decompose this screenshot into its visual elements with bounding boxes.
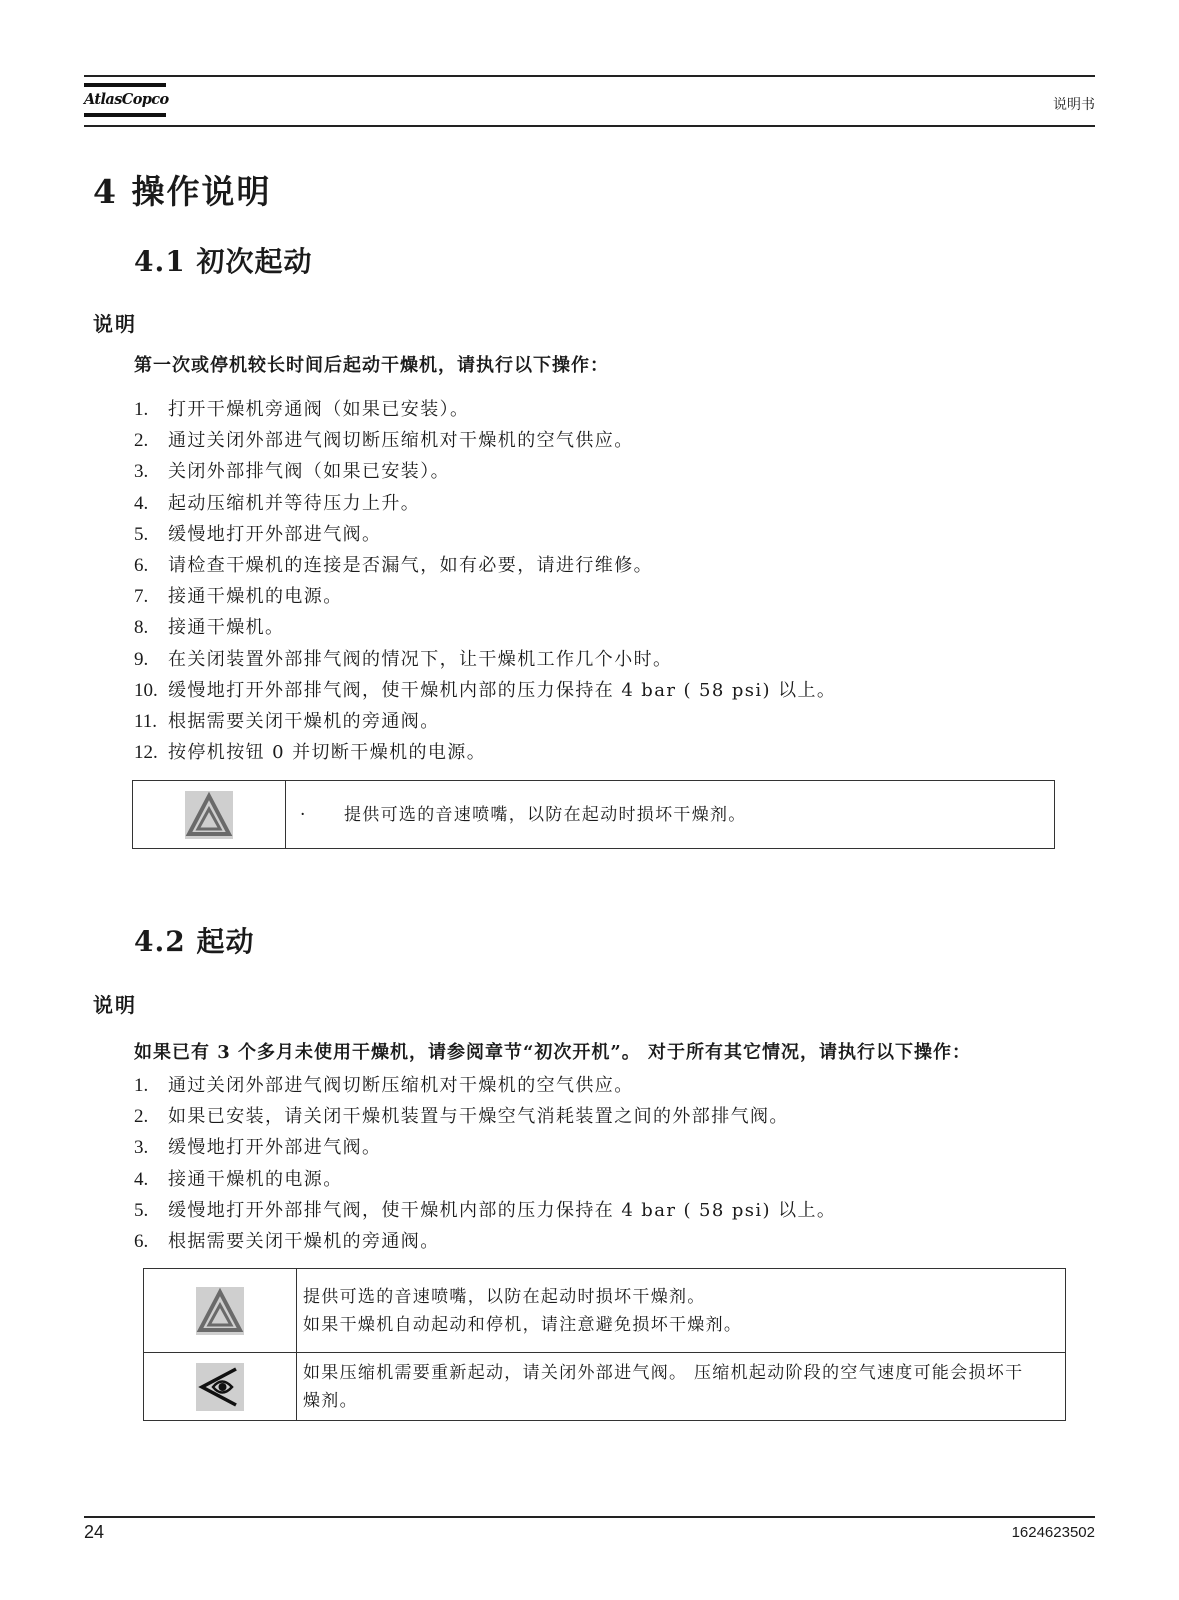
note-icon-cell <box>144 1269 297 1353</box>
atlas-copco-logo <box>84 83 169 125</box>
page-number: 24 <box>84 1522 105 1542</box>
list-item: 2. 如果已安装，请关闭干燥机装置与干燥空气消耗装置之间的外部排气阀。 <box>134 1106 789 1128</box>
section-4-2-steps <box>134 1070 836 1257</box>
list-item: 7. 接通干燥机的电源。 <box>134 586 343 608</box>
eye-attention-icon <box>196 1363 244 1411</box>
logo-text: AtlasCopco <box>84 91 169 108</box>
note-text-cell <box>297 1269 1066 1353</box>
note-icon-cell <box>144 1353 297 1421</box>
list-item: 5. 缓慢地打开外部进气阀。 <box>134 523 382 545</box>
note-text-line: 如果干燥机自动起动和停机，请注意避免损坏干燥剂。 <box>303 1314 743 1335</box>
chapter-title: 4 操作说明 <box>93 172 272 211</box>
list-item: 9. 在关闭装置外部排气阀的情况下，让干燥机工作几个小时。 <box>134 648 673 670</box>
section-4-2-lead: 如果已有 3 个多月未使用干燥机，请参阅章节“初次开机”。 对于所有其它情况，请执行以下操作： <box>134 1042 972 1063</box>
list-item: 4. 起动压缩机并等待压力上升。 <box>134 492 421 514</box>
section-4-2-note-box <box>143 1268 1066 1421</box>
list-item: 10. 缓慢地打开外部排气阀，使干燥机内部的压力保持在 4 bar ( 58 psi) 以上。 <box>134 679 837 701</box>
section-4-1-steps <box>134 394 836 768</box>
list-item: 11. 根据需要关闭干燥机的旁通阀。 <box>134 711 440 733</box>
list-item: 1. 通过关闭外部进气阀切断压缩机对干燥机的空气供应。 <box>134 1075 634 1096</box>
note-text-line: 燥剂。 <box>303 1390 358 1411</box>
list-item: 12. 按停机按钮 0 并切断干燥机的电源。 <box>134 742 487 764</box>
note-text-line: 如果压缩机需要重新起动，请关闭外部进气阀。 压缩机起动阶段的空气速度可能会损坏干 <box>303 1362 1024 1383</box>
warning-triangle-icon <box>196 1287 244 1335</box>
list-item: 6. 请检查干燥机的连接是否漏气，如有必要，请进行维修。 <box>134 555 653 577</box>
note-text-line: 提供可选的音速喷嘴，以防在起动时损坏干燥剂。 <box>303 1286 706 1307</box>
list-item: 3. 缓慢地打开外部进气阀。 <box>134 1137 382 1159</box>
header-doc-type: 说明书 <box>1053 97 1095 113</box>
list-item: 1. 打开干燥机旁通阀（如果已安装）。 <box>134 399 470 420</box>
note-text-cell <box>297 1353 1066 1421</box>
warning-triangle-icon <box>185 791 233 839</box>
list-item: 2. 通过关闭外部进气阀切断压缩机对干燥机的空气供应。 <box>134 430 634 452</box>
document-number: 1624623502 <box>1011 1524 1095 1541</box>
section-4-1-lead: 第一次或停机较长时间后起动干燥机，请执行以下操作： <box>134 355 609 376</box>
section-4-2-title: 4.2 起动 <box>134 925 255 958</box>
header-bottom-rule <box>84 125 1095 127</box>
section-4-1-title: 4.1 初次起动 <box>134 245 313 278</box>
list-item: 4. 接通干燥机的电源。 <box>134 1168 343 1190</box>
section-4-1-note-box <box>132 780 1055 849</box>
section-4-2-subhead: 说明 <box>93 993 137 1017</box>
note-text: 提供可选的音速喷嘴，以防在起动时损坏干燥剂。 <box>344 804 747 825</box>
list-item: 8. 接通干燥机。 <box>134 617 285 639</box>
bullet: · <box>300 804 307 825</box>
footer-rule <box>84 1516 1095 1518</box>
section-4-1-subhead: 说明 <box>93 312 137 336</box>
note-icon-cell <box>133 781 286 849</box>
list-item: 3. 关闭外部排气阀（如果已安装）。 <box>134 461 450 483</box>
header-top-rule <box>84 75 1095 77</box>
list-item: 6. 根据需要关闭干燥机的旁通阀。 <box>134 1231 440 1253</box>
note-text-cell <box>286 781 1055 849</box>
list-item: 5. 缓慢地打开外部排气阀，使干燥机内部的压力保持在 4 bar ( 58 psi) 以上。 <box>134 1199 837 1221</box>
